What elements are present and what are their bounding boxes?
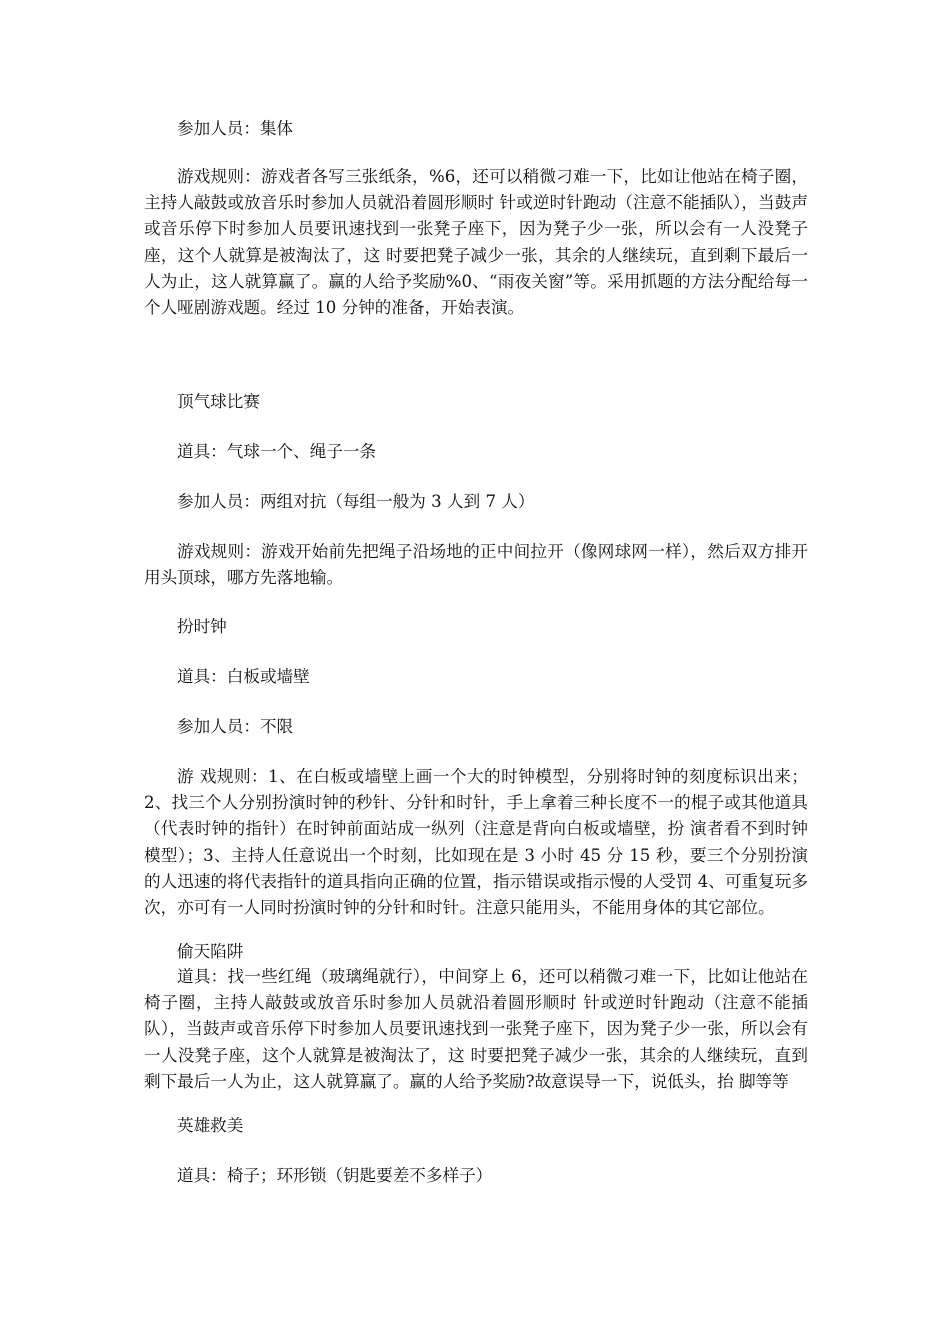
game-rules-paragraph-clock: 游 戏规则：1、在白板或墙壁上画一个大的时钟模型，分别将时钟的刻度标识出来； 2、找三个人分别扮演时钟的秒针、分针和时针，手上拿着三种长度不一的棍子或其他道具（代表时钟的指针）在时钟前面站成一纵列（注意是背向白板或墙壁，扮 演者看不到时钟模型）；3、主持人任意说出一个时刻，比如现在是 3 小时 45 分 15 秒，要三个分别扮演的人迅速的将代表指针的道具指向正确的位置，指示错误或指示慢的人受罚 4、可重复玩多次，亦可有一人同时扮演时钟的分针和时针。注意只能用头，不能用身体的其它部位。 xyxy=(144,767,808,918)
props-line-balloon: 道具：气球一个、绳子一条 xyxy=(177,442,377,461)
section-title-clock-game: 扮时钟 xyxy=(177,617,227,636)
section-title-hero-game: 英雄救美 xyxy=(177,1116,244,1135)
participants-line-1: 参加人员：集体 xyxy=(177,119,294,138)
section-title-trap-game: 偷天陷阱 xyxy=(177,942,244,961)
props-line-hero: 道具：椅子；环形锁（钥匙要差不多样子） xyxy=(177,1166,493,1185)
section-title-balloon-game: 顶气球比赛 xyxy=(177,392,260,411)
props-line-clock: 道具：白板或墙壁 xyxy=(177,667,310,686)
participants-line-clock: 参加人员：不限 xyxy=(177,717,294,736)
participants-line-balloon: 参加人员：两组对抗（每组一般为 3 人到 7 人） xyxy=(177,492,535,511)
props-paragraph-trap: 道具：找一些红绳（玻璃绳就行），中间穿上 6，还可以稍微刁难一下，比如让他站在椅子圈，主持人敲鼓或放音乐时参加人员就沿着圆形顺时 针或逆时针跑动（注意不能插队），当鼓声或音乐停下时参加人员要讯速找到一张凳子座下，因为凳子少一张，所以会有一人没凳子座，这个人就算是被淘汰了，这 时要把凳子减少一张，其余的人继续玩，直到剩下最后一人为止，这人就算赢了。赢的人给予奖励?故意误导一下，说低头，抬 脚等等 xyxy=(144,967,808,1091)
game-rules-paragraph-balloon: 游戏规则：游戏开始前先把绳子沿场地的正中间拉开（像网球网一样），然后双方排开用头顶球，哪方先落地输。 xyxy=(144,542,808,588)
game-rules-paragraph-1: 游戏规则：游戏者各写三张纸条，%6，还可以稍微刁难一下，比如让他站在椅子圈，主持人敲鼓或放音乐时参加人员就沿着圆形顺时 针或逆时针跑动（注意不能插队），当鼓声或音乐停下时参加人员要讯速找到一张凳子座下，因为凳子少一张，所以会有一人没凳子座，这个人就算是被淘汰了，这 时要把凳子减少一张，其余的人继续玩，直到剩下最后一人为止，这人就算赢了。赢的人给予奖励%0、“雨夜关窗”等。采用抓题的方法分配给每一个人哑剧游戏题。经过 10 分钟的准备，开始表演。 xyxy=(144,167,808,318)
